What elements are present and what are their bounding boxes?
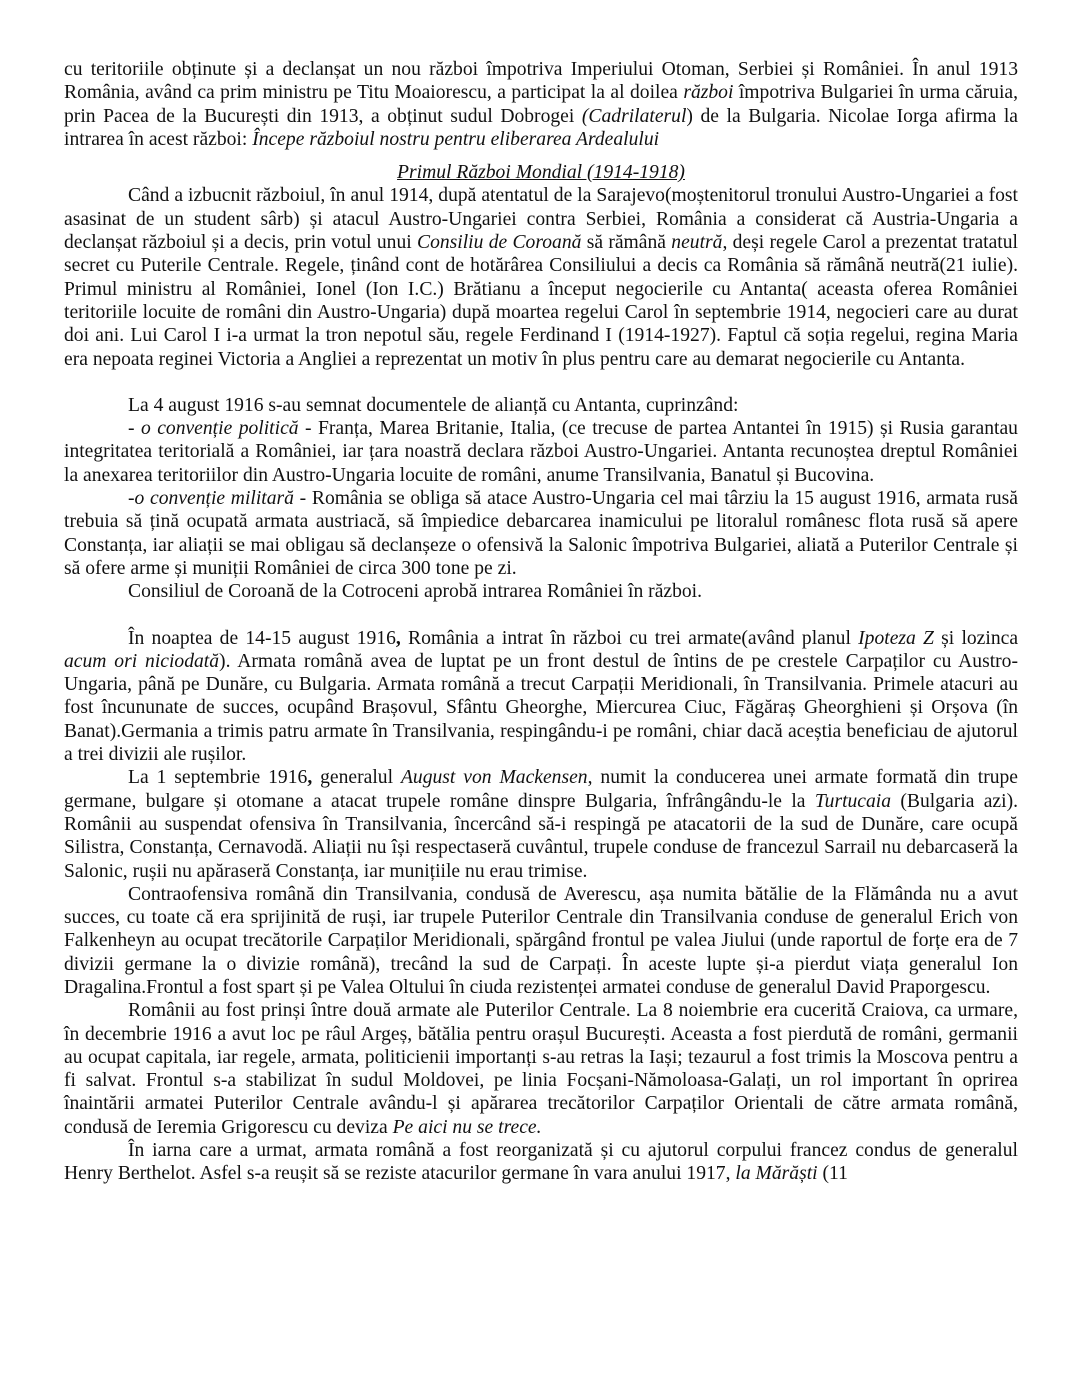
italic-text: o convenție politică [140,418,299,440]
paragraph-7 [64,627,1018,767]
text: Românii au fost prinși între două armate ale Puterilor Centrale. La 8 noiembrie era cucerită Craiova, ca urmare, în decembrie 1916 a avut loc pe râul Argeș, bătălia pentru orașul București. Aceasta a fost pierdută de români, germanii au ocupat capitala, iar regele, armata, politicienii importanți s-au retras la Iași; tezaurul a fost trimis la Moscova pentru a fi salvat. Frontul s-a stabilizat în sudul Moldovei, pe linia Focșani-Nămoloasa-Galați, un rol important în oprirea înaintării armatei Puterilor Centrale avându-l și apărarea trecătorilor Carpaților Orientali de către armata română, condusă de Ieremia Grigorescu cu deviza [64,1000,1018,1138]
italic-text: acum ori niciodată [64,650,220,672]
paragraph-4 [64,417,1018,487]
paragraph-1 [64,58,1018,151]
text: În iarna care a urmat, armata română a fost reorganizată și cu ajutorul corpului francez condus de generalul Henry Berthelot. Asfel s-a reușit să se reziste atacurilor germane în vara anului 1917, [64,1140,1018,1185]
italic-text: Pe aici nu se trece. [392,1116,542,1138]
paragraph-10 [64,999,1018,1139]
text: să rămână [581,232,672,254]
text: ) de la Bulgaria. Nicolae Iorga afirma la intrarea în acest război: [64,105,1018,150]
paragraph-6: Consiliul de Coroană de la Cotroceni aprobă intrarea României în război. [128,581,703,603]
italic-text: (Cadrilaterul [581,105,687,127]
text: (11 [817,1163,848,1185]
paragraph-gap [64,371,1018,394]
italic-text: Turtucaia [814,790,892,812]
paragraph-3: La 4 august 1916 s-au semnat documentele de alianță cu Antanta, cuprinzând: [128,394,739,416]
section-title: Primul Război Mondial (1914-1918) [397,162,685,184]
text: , numit la conducerea unei armate formată din trupe germane, bulgare și otomane a atacat trupele române dinspre Bulgaria, înfrângându-le la [64,767,1019,812]
text: generalul [312,767,401,789]
text: (Bulgaria azi). Românii au suspendat ofensiva în Transilvania, încercând să-i respingă pe atacatorii de la sud de Dunăre, care ocupă Silistra, Constanța, Cernavodă. Aliații nu își respectaseră cuvântul, trupele conduse de francezul Sarrail nu debarcaseră la Salonic, rușii nu apăraseră Constanța, iar munițiile nu erau trimise. [64,790,1018,882]
italic-text: August von Mackensen [400,767,588,789]
text: împotriva Bulgariei în urma căruia, prin Pacea de la București din 1913, a obținut sudul Dobrogei [64,82,1019,127]
text: Când a izbucnit războiul, în anul 1914, după atentatul de la Sarajevo(moștenitorul tronului Austro-Ungariei a fost asasinat de un student sârb) și atacul Austro-Ungariei contra Serbiei, România a considerat că Austria-Ungaria a declanșat războiul și a decis, prin votul unui [64,185,1018,254]
italic-text: la Mărăști [735,1163,818,1185]
text: - [128,418,141,440]
text: - [128,488,135,510]
italic-text: neutră [671,232,723,254]
text: - Franța, Marea Britanie, Italia, (ce trecuse de partea Antantei în 1915) și Rusia garantau integritatea teritorială a României, iar țara noastră declara război Austro-Ungariei. Antanta recunoștea dreptul României la anexarea teritoriilor din Austro-Ungaria locuite de români, anume Transilvania, Banatul și Bucovina. [64,418,1018,486]
paragraph-11 [64,1139,1018,1186]
text: România a intrat în război cu trei armate(având planul [400,627,859,649]
paragraph-9: Contraofensiva română din Transilvania, condusă de Averescu, așa numita bătălie de la Flămânda nu a avut succes, cu toate că era sprijinită de ruși, iar trupele Puterilor Centrale din Transilvania conduse de generalul Erich von Falkenheyn au ocupat trecătorile Carpaților Meridionali, spărgând frontul pe valea Jiului (unde raportul de forțe era de 7 divizii germane la o divizie română), trecând la sud de Carpați. În aceste lupte și-a pierdut viața generalul Ion Dragalina.Frontul a fost spart și pe Valea Oltului în ciuda rezistenței armatei conduse de generalul David Praporgescu. [64,883,1018,998]
italic-text: Ipoteza Z [858,627,934,649]
text: ). Armata română avea de luptat pe un front destul de întins de pe crestele Carpaților cu Austro-Ungaria, până pe Dunăre, cu Bulgaria. Armata română a trecut Carpații Meridionali, în Transilvania. Primele atacuri au fost încununate de succes, ocupând Brașovul, Sfântu Gheorghe, Miercurea Ciuc, Făgăraș Gheorghieni și Orșova (în Banat).Germania a trimis patru armate în Transilvania, respingându-i pe români, chiar dacă aceștia beneficiau de ajutorul a trei divizii ale rușilor. [64,650,1019,766]
italic-text: o convenție militară [134,488,294,510]
italic-text: Consiliu de Coroană [417,232,582,254]
text: La 1 septembrie 1916 [128,767,308,789]
paragraph-5 [64,487,1018,580]
text: și lozinca [933,627,1019,649]
text: În noaptea de 14-15 august 1916 [128,627,396,649]
paragraph-gap [64,604,1018,627]
italic-text: război [683,82,734,104]
paragraph-2 [64,184,1018,370]
text: - România se obliga să atace Austro-Ungaria cel mai târziu la 15 august 1916, armata rusă trebuia să țină ocupată armata austriacă, să împiedice debarcarea inamicului pe litoralul românesc flota rusă să apere Constanța, iar aliații se mai obligau să declanșeze o ofensivă la Salonic împotriva Bulgariei, aliată a Puterilor Centrale și să ofere arme și muniții României de circa 300 tone pe zi. [64,488,1018,579]
text: cu teritoriile obținute și a declanșat un nou război împotriva Imperiului Otoman, Serbiei și României. În anul 1913 România, având ca prim ministru pe Titu Moaiorescu, a participat la al doilea [64,59,1018,104]
italic-text: Începe războiul nostru pentru eliberarea Ardealului [252,128,660,150]
paragraph-8 [64,766,1018,882]
bold-text: , [395,627,401,649]
bold-text: , [307,767,313,789]
text: , deși regele Carol a prezentat tratatul secret cu Puterile Centrale. Regele, ținând cont de hotărârea Consiliului a decis ca România să rămână neutră(21 iulie). Primul ministru al României, Ionel (Ion I.C.) Brătianu a început negocierile cu Antanta( aceasta oferea României teritoriile locuite de români din Austro-Ungaria) după moartea regelui Carol în septembrie 1914, negocieri care au durat doi ani. Lui Carol I i-a urmat la tron nepotul său, regele Ferdinand I (1914-1927). Faptul că soția regelui, regina Maria era nepoata reginei Victoria a Angliei a reprezentat un motiv în plus pentru care au demarat negocierile cu Antanta. [64,232,1018,370]
